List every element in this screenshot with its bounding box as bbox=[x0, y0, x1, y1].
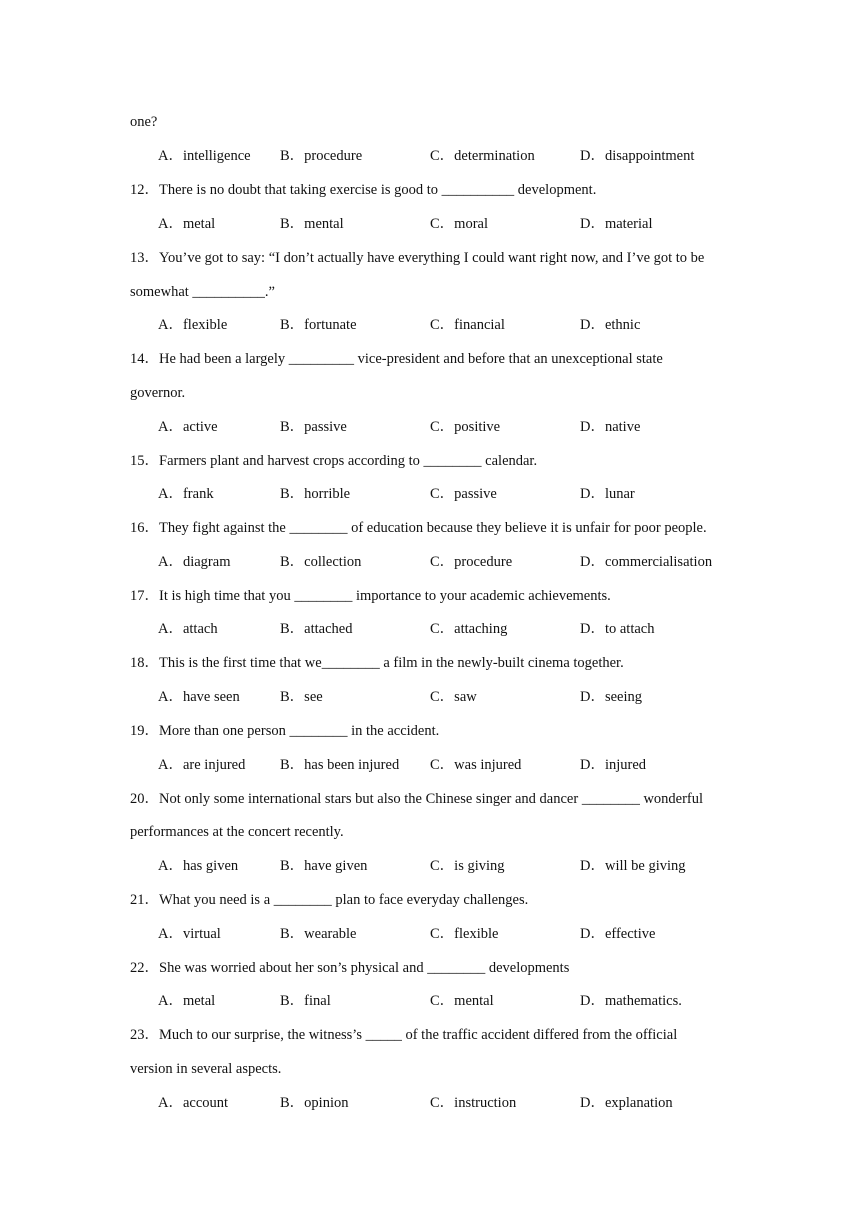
option-a: A．intelligence bbox=[158, 148, 251, 164]
option-row bbox=[0, 418, 860, 436]
question-14: 14．He had been a largely _________ vice-president and before that an unexceptional state bbox=[130, 351, 663, 367]
option-a: A．flexible bbox=[158, 317, 228, 333]
option-b: B．collection bbox=[280, 554, 362, 570]
question-20-continued: performances at the concert recently. bbox=[130, 824, 344, 840]
option-a: A．metal bbox=[158, 993, 216, 1009]
question-21: 21．What you need is a ________ plan to face everyday challenges. bbox=[130, 892, 529, 908]
option-d: D．will be giving bbox=[580, 858, 686, 874]
question-13: 13．You’ve got to say: “I don’t actually have everything I could want right now, and I’ve got to be bbox=[130, 250, 705, 266]
option-b: B．procedure bbox=[280, 148, 363, 164]
option-c: C．positive bbox=[430, 419, 501, 435]
option-row bbox=[0, 756, 860, 774]
option-a: A．diagram bbox=[158, 554, 231, 570]
option-a: A．account bbox=[158, 1095, 229, 1111]
option-row bbox=[0, 620, 860, 638]
option-d: D．injured bbox=[580, 757, 647, 773]
option-c: C．saw bbox=[430, 689, 477, 705]
option-row bbox=[0, 688, 860, 706]
option-c: C．passive bbox=[430, 486, 497, 502]
option-b: B．passive bbox=[280, 419, 347, 435]
question-12: 12．There is no doubt that taking exercise is good to __________ development. bbox=[130, 182, 597, 198]
option-b: B．wearable bbox=[280, 926, 357, 942]
option-a: A．are injured bbox=[158, 757, 246, 773]
option-c: C．determination bbox=[430, 148, 535, 164]
option-b: B．mental bbox=[280, 216, 344, 232]
option-b: B．final bbox=[280, 993, 331, 1009]
option-b: B．see bbox=[280, 689, 323, 705]
option-d: D．to attach bbox=[580, 621, 655, 637]
option-b: B．attached bbox=[280, 621, 353, 637]
text-line: one? bbox=[130, 114, 158, 130]
option-d: D．native bbox=[580, 419, 641, 435]
option-d: D．seeing bbox=[580, 689, 643, 705]
option-d: D．disappointment bbox=[580, 148, 695, 164]
question-17: 17．It is high time that you ________ importance to your academic achievements. bbox=[130, 588, 611, 604]
option-row bbox=[0, 485, 860, 503]
option-c: C．is giving bbox=[430, 858, 505, 874]
option-c: C．mental bbox=[430, 993, 494, 1009]
option-row bbox=[0, 992, 860, 1010]
option-d: D．ethnic bbox=[580, 317, 641, 333]
option-row bbox=[0, 857, 860, 875]
option-a: A．frank bbox=[158, 486, 214, 502]
option-c: C．was injured bbox=[430, 757, 522, 773]
option-b: B．fortunate bbox=[280, 317, 357, 333]
option-row bbox=[0, 147, 860, 165]
option-a: A．has given bbox=[158, 858, 239, 874]
question-13-continued: somewhat __________.” bbox=[130, 284, 275, 300]
option-row bbox=[0, 1094, 860, 1112]
option-d: D．mathematics. bbox=[580, 993, 682, 1009]
question-16: 16．They fight against the ________ of education because they believe it is unfair for poor people. bbox=[130, 520, 707, 536]
option-b: B．horrible bbox=[280, 486, 351, 502]
option-c: C．moral bbox=[430, 216, 488, 232]
option-row bbox=[0, 553, 860, 571]
option-c: C．procedure bbox=[430, 554, 513, 570]
option-b: B．have given bbox=[280, 858, 368, 874]
option-b: B．has been injured bbox=[280, 757, 400, 773]
option-d: D．material bbox=[580, 216, 653, 232]
question-19: 19．More than one person ________ in the accident. bbox=[130, 723, 440, 739]
question-22: 22．She was worried about her son’s physical and ________ developments bbox=[130, 960, 570, 976]
question-14-continued: governor. bbox=[130, 385, 186, 401]
option-row bbox=[0, 925, 860, 943]
option-c: C．financial bbox=[430, 317, 505, 333]
option-c: C．attaching bbox=[430, 621, 508, 637]
question-18: 18．This is the first time that we________ a film in the newly-built cinema together. bbox=[130, 655, 624, 671]
option-c: C．instruction bbox=[430, 1095, 517, 1111]
option-a: A．attach bbox=[158, 621, 218, 637]
question-15: 15．Farmers plant and harvest crops according to ________ calendar. bbox=[130, 453, 538, 469]
option-a: A．virtual bbox=[158, 926, 221, 942]
option-row bbox=[0, 316, 860, 334]
question-23: 23．Much to our surprise, the witness’s _____ of the traffic accident differed from the official bbox=[130, 1027, 678, 1043]
option-b: B．opinion bbox=[280, 1095, 349, 1111]
option-c: C．flexible bbox=[430, 926, 499, 942]
option-d: D．commercialisation bbox=[580, 554, 713, 570]
option-a: A．metal bbox=[158, 216, 216, 232]
option-row bbox=[0, 215, 860, 233]
option-a: A．have seen bbox=[158, 689, 240, 705]
option-d: D．effective bbox=[580, 926, 656, 942]
option-d: D．lunar bbox=[580, 486, 635, 502]
option-a: A．active bbox=[158, 419, 218, 435]
option-d: D．explanation bbox=[580, 1095, 673, 1111]
question-20: 20．Not only some international stars but also the Chinese singer and dancer ________ wonderful bbox=[130, 791, 704, 807]
question-23-continued: version in several aspects. bbox=[130, 1061, 282, 1077]
